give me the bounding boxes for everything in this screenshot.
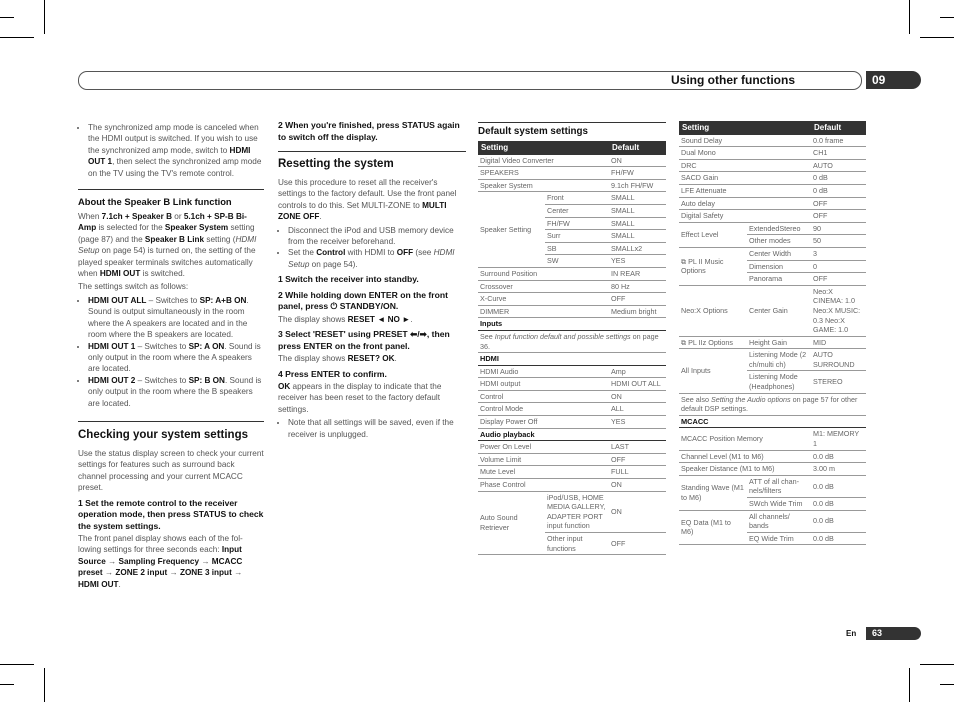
table-row: Standing Wave (M1 to M6) ATT of all chan-nels/filters 0.0 dB xyxy=(679,475,866,497)
table-row: Dual Mono CH1 xyxy=(679,147,866,160)
crop-mark xyxy=(0,684,14,685)
reset-step-3: 3 Select 'RESET' using PRESET ⬅/➡, then press ENTER on the front panel. xyxy=(278,329,450,351)
column-1 xyxy=(78,122,264,592)
reset-step-3-display: The display shows RESET? OK. xyxy=(278,354,397,364)
column-3 xyxy=(478,122,666,555)
table-row: Other modes 50 xyxy=(679,235,866,248)
checking-step-2: 2 When you're finished, press STATUS again to switch off the display. xyxy=(278,120,460,142)
header-bar xyxy=(78,71,862,90)
checking-step-1: 1 Set the remote control to the receiver operation mode, then press STATUS to check the system settings. xyxy=(78,497,264,531)
crop-mark xyxy=(0,664,34,665)
divider xyxy=(278,151,466,152)
table-row: Speaker System 9.1ch FH/FW xyxy=(478,179,666,192)
reset-step-2-display: The display shows RESET ◄ NO ►. xyxy=(278,314,413,324)
table-row: HDMI output HDMI OUT ALL xyxy=(478,378,666,391)
crop-mark xyxy=(909,668,910,702)
crop-mark xyxy=(920,37,954,38)
reset-step-2: 2 While holding down ENTER on the front panel, press ⏻ STANDBY/ON. xyxy=(278,289,448,312)
table-row: Control ON xyxy=(478,390,666,403)
resetting-heading: Resetting the system xyxy=(278,158,394,170)
table-row: Digital Video Converter ON xyxy=(478,155,666,167)
table-row: Channel Level (M1 to M6) 0.0 dB xyxy=(679,450,866,463)
table-row: Dimension 0 xyxy=(679,260,866,273)
table-row: Surround Position IN REAR xyxy=(478,267,666,280)
crop-mark xyxy=(44,668,45,702)
list-item: • HDMI OUT 2 – Switches to SP: B ON. Sound is only output in the room where the B speakers are located. xyxy=(88,375,264,409)
column-4 xyxy=(679,121,866,545)
table-row: SWch Wide Trim 0.0 dB xyxy=(679,498,866,511)
reset-step-1: 1 Switch the receiver into standby. xyxy=(278,274,419,285)
table-section: HDMI xyxy=(478,353,666,366)
table-row: ⧉ PL II Music Options Center Width 3 xyxy=(679,247,866,260)
speaker-b-link-heading: About the Speaker B Link function xyxy=(78,196,232,208)
table-note: See also Setting the Audio options on page 57 for other default DSP settings. xyxy=(679,393,866,415)
checking-heading: Checking your system settings xyxy=(78,428,248,441)
checking-intro: Use the status display screen to check your current settings for features such as surround back channel processing and your current MCACC preset. xyxy=(78,448,264,493)
table-row: Control Mode ALL xyxy=(478,403,666,416)
table-row: Effect Level ExtendedStereo 90 xyxy=(679,222,866,235)
table-row: SPEAKERS FH/FW xyxy=(478,167,666,180)
table-row: MCACC Position Memory M1: MEMORY 1 xyxy=(679,428,866,450)
crop-mark xyxy=(0,17,14,18)
table-row: HDMI Audio Amp xyxy=(478,365,666,378)
divider xyxy=(78,189,264,190)
crop-mark xyxy=(920,664,954,665)
table-row: Volume Limit OFF xyxy=(478,453,666,466)
reset-step-4-text: OK appears in the display to indicate that the receiver has been reset to the factory default settings. xyxy=(278,382,442,414)
crop-mark xyxy=(940,17,954,18)
table-row: Neo:X Options Center Gain Neo:X CINEMA: 1.0 Neo:X MUSIC: 0.3 Neo:X GAME: 1.0 xyxy=(679,285,866,336)
language-label: En xyxy=(846,629,857,638)
table-row: EQ Data (M1 to M6) All channels/ bands 0.0 dB xyxy=(679,510,866,532)
table-row: Display Power Off YES xyxy=(478,416,666,429)
table-row: Power On Level LAST xyxy=(478,441,666,454)
table-row: Digital Safety OFF xyxy=(679,210,866,223)
table-row: FH/FW SMALL xyxy=(478,217,666,230)
list-item: • Set the Control with HDMI to OFF (see HDMI Setup on page 54). xyxy=(288,247,466,270)
table-row: SACD Gain 0 dB xyxy=(679,172,866,185)
table-row: Panorama OFF xyxy=(679,273,866,286)
speaker-b-switch-text: The settings switch as follows: xyxy=(78,282,189,292)
table-row: Mute Level FULL xyxy=(478,466,666,479)
table-row: Crossover 80 Hz xyxy=(478,280,666,293)
list-item: • HDMI OUT ALL – Switches to SP: A+B ON. Sound is output simultaneously in the room where the A speakers are located and in the room where the B speakers are located. xyxy=(88,295,264,341)
table-row: Auto delay OFF xyxy=(679,197,866,210)
table-section: MCACC xyxy=(679,415,866,428)
table-row: Surr SMALL xyxy=(478,230,666,243)
table-row: Speaker Setting Front SMALL xyxy=(478,192,666,205)
table-section: Audio playback xyxy=(478,428,666,441)
table-row: Center SMALL xyxy=(478,204,666,217)
table-row: SW YES xyxy=(478,255,666,268)
speaker-b-link-text: When 7.1ch + Speaker B or 5.1ch + SP-B Bi-Amp is selected for the Speaker System setting (page 87) and the Speaker B Link setting (HDMI Setup on page 54) is turned on, the setting of the played speaker terminals switches automatically when HDMI OUT is switched. xyxy=(78,212,257,279)
table-row: Sound Delay 0.0 frame xyxy=(679,135,866,147)
list-item: • Disconnect the iPod and USB memory device from the receiver beforehand. xyxy=(288,225,466,248)
reset-note: • Note that all settings will be saved, even if the receiver is unplugged. xyxy=(288,417,466,440)
table-row: Other input functions OFF xyxy=(478,533,666,555)
chapter-badge: 09 xyxy=(866,71,921,89)
defaults-table-2 xyxy=(679,121,866,545)
table-section: Inputs xyxy=(478,318,666,331)
table-row: SB SMALLx2 xyxy=(478,242,666,255)
table-header: Setting Default xyxy=(478,141,666,155)
speaker-b-list xyxy=(78,295,264,409)
section-title: Using other functions xyxy=(671,73,795,87)
list-item: • HDMI OUT 1 – Switches to SP: A ON. Sound is only output in the room where the A speakers are located. xyxy=(88,341,264,375)
table-row: All Inputs Listening Mode (2 ch/multi ch) AUTO SURROUND xyxy=(679,349,866,371)
table-row: DIMMER Medium bright xyxy=(478,305,666,318)
table-row: DRC AUTO xyxy=(679,159,866,172)
table-row: EQ Wide Trim 0.0 dB xyxy=(679,532,866,545)
defaults-heading: Default system settings xyxy=(478,126,588,137)
crop-mark xyxy=(0,37,34,38)
table-row: Auto Sound Retriever iPod/USB, HOME MEDIA GALLERY, ADAPTER PORT input function ON xyxy=(478,491,666,532)
table-note: See Input function default and possible settings on page 36. xyxy=(478,330,666,352)
sync-note: • The synchronized amp mode is canceled when the HDMI output is switched. If you wish to use the synchronized amp mode, switch to HDMI OUT 1, then select the synchronized amp mode on the TV using the TV's remote control. xyxy=(88,122,264,179)
table-header: Setting Default xyxy=(679,121,866,135)
table-row: Listening Mode (Headphones) STEREO xyxy=(679,371,866,393)
crop-mark xyxy=(909,0,910,34)
table-row: ⧉ PL IIz Options Height Gain MID xyxy=(679,336,866,349)
table-row: Phase Control ON xyxy=(478,479,666,492)
crop-mark xyxy=(44,0,45,34)
resetting-intro: Use this procedure to reset all the receiver's settings to the factory default. Use the front panel controls to do this. Set MULTI-ZONE to MULTI ZONE OFF. xyxy=(278,178,457,222)
page-number: 63 xyxy=(866,627,921,640)
table-row: LFE Attenuate 0 dB xyxy=(679,184,866,197)
divider xyxy=(78,421,264,422)
resetting-list xyxy=(278,225,466,271)
crop-mark xyxy=(940,684,954,685)
table-row: Speaker Distance (M1 to M6) 3.00 m xyxy=(679,463,866,476)
column-2 xyxy=(278,120,466,442)
table-row: X-Curve OFF xyxy=(478,293,666,306)
checking-display-text: The front panel display shows each of the fol-lowing settings for three seconds each: Input Source → Sampling Frequency → MCACC preset → ZONE 2 input → ZONE 3 input → HDMI OUT. xyxy=(78,534,243,589)
defaults-table-1 xyxy=(478,141,666,555)
reset-step-4: 4 Press ENTER to confirm. xyxy=(278,368,387,379)
